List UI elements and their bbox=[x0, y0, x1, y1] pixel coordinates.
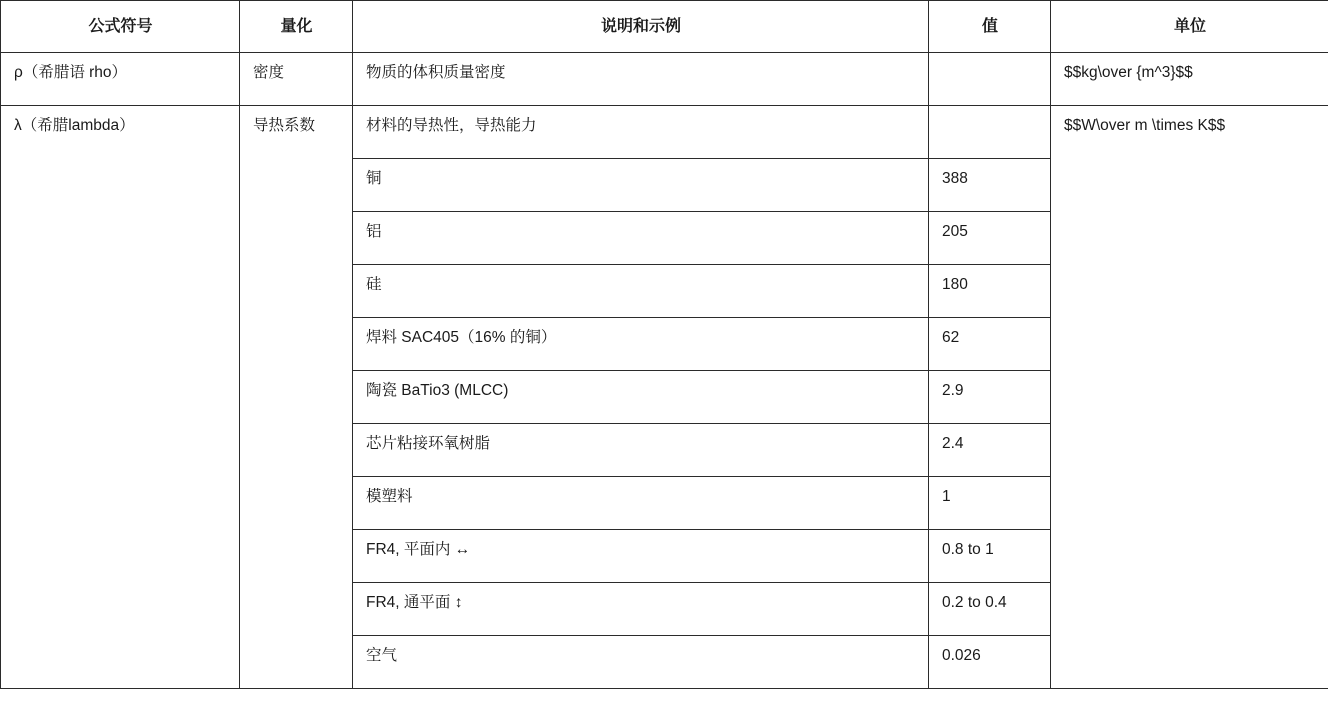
cell-description: 硅 bbox=[353, 265, 929, 318]
cell-description: FR4, 平面内 ↔ bbox=[353, 530, 929, 583]
cell-value: 2.9 bbox=[929, 371, 1051, 424]
cell-description: 材料的导热性，导热能力 bbox=[353, 106, 929, 159]
column-header-unit: 单位 bbox=[1051, 1, 1328, 53]
column-header-value: 值 bbox=[929, 1, 1051, 53]
cell-description: 铝 bbox=[353, 212, 929, 265]
cell-value: 1 bbox=[929, 477, 1051, 530]
cell-description: 铜 bbox=[353, 159, 929, 212]
cell-value: 2.4 bbox=[929, 424, 1051, 477]
cell-value: 180 bbox=[929, 265, 1051, 318]
cell-value: 0.8 to 1 bbox=[929, 530, 1051, 583]
table-header bbox=[1, 1, 1328, 53]
cell-value: 62 bbox=[929, 318, 1051, 371]
cell-description: 芯片粘接环氧树脂 bbox=[353, 424, 929, 477]
cell-quantity: 导热系数 bbox=[240, 106, 353, 689]
table-body bbox=[1, 53, 1328, 689]
cell-description: 焊料 SAC405（16% 的铜） bbox=[353, 318, 929, 371]
column-header-quantity: 量化 bbox=[240, 1, 353, 53]
cell-description: 物质的体积质量密度 bbox=[353, 53, 929, 106]
cell-value bbox=[929, 53, 1051, 106]
cell-description: 陶瓷 BaTio3 (MLCC) bbox=[353, 371, 929, 424]
cell-value: 0.026 bbox=[929, 636, 1051, 689]
cell-unit: $$kg\over {m^3}$$ bbox=[1051, 53, 1328, 106]
table-row bbox=[1, 106, 1328, 159]
table-row bbox=[1, 53, 1328, 106]
cell-value: 205 bbox=[929, 212, 1051, 265]
cell-description: 空气 bbox=[353, 636, 929, 689]
cell-symbol: λ（希腊lambda） bbox=[1, 106, 240, 689]
cell-quantity: 密度 bbox=[240, 53, 353, 106]
column-header-symbol: 公式符号 bbox=[1, 1, 240, 53]
cell-symbol: ρ（希腊语 rho） bbox=[1, 53, 240, 106]
cell-value: 0.2 to 0.4 bbox=[929, 583, 1051, 636]
column-header-description: 说明和示例 bbox=[353, 1, 929, 53]
cell-description: FR4, 通平面 ↕ bbox=[353, 583, 929, 636]
cell-description: 模塑料 bbox=[353, 477, 929, 530]
cell-value bbox=[929, 106, 1051, 159]
table-header-row bbox=[1, 1, 1328, 53]
cell-value: 388 bbox=[929, 159, 1051, 212]
cell-unit: $$W\over m \times K$$ bbox=[1051, 106, 1328, 689]
